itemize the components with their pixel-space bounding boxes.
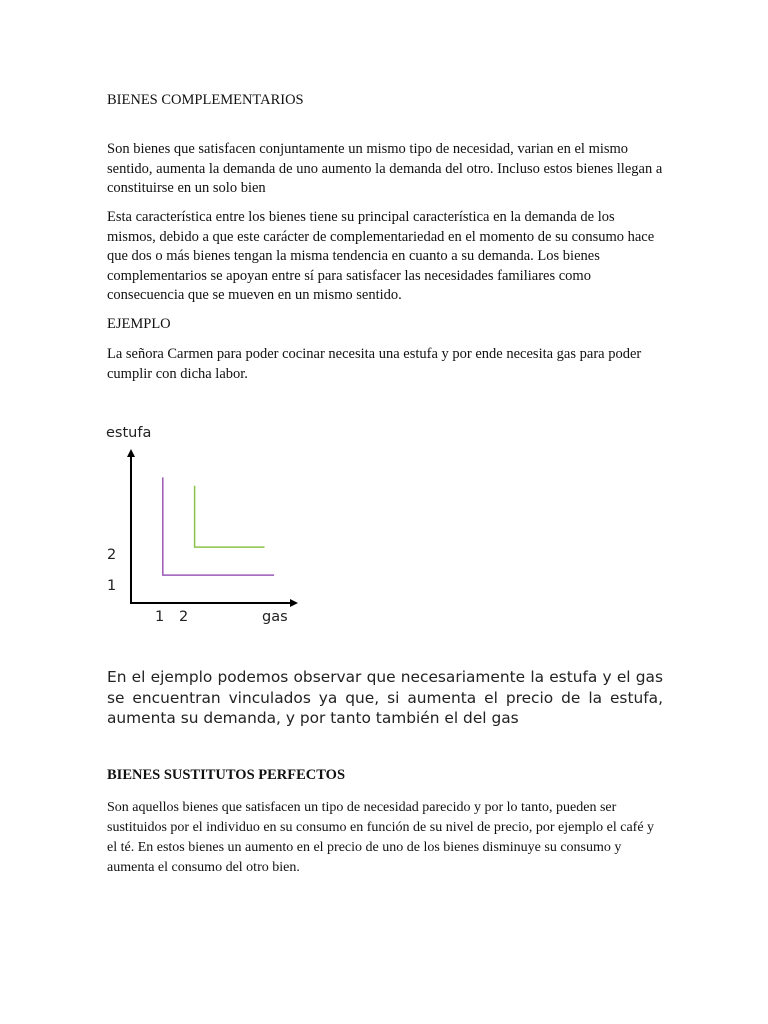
x-tick-label: 2	[179, 609, 189, 625]
y-tick-label: 1	[107, 578, 117, 594]
paragraph-conclusion: En el ejemplo podemos observar que necesariamente la estufa y el gas se encuentran vinculados ya que, si aumenta el precio de la estufa, aumenta su demanda, y por tanto también el del gas	[107, 668, 663, 727]
x-axis-label: gas	[262, 609, 288, 625]
y-tick-label: 2	[107, 547, 117, 563]
series-line-1	[163, 477, 274, 575]
heading-bienes-complementarios: BIENES COMPLEMENTARIOS	[107, 92, 304, 108]
heading-ejemplo: EJEMPLO	[107, 316, 171, 332]
series-line-2	[195, 486, 265, 547]
paragraph-sustitutos: Son aquellos bienes que satisfacen un tipo de necesidad parecido y por lo tanto, pueden ser sustituidos por el individuo en su consumo en función de su nivel de precio, por ejemplo el café y el té. En estos bienes un aumento en el precio de uno de los bienes disminuye su consumo y aumenta el consumo del otro bien.	[107, 800, 655, 875]
x-tick-label: 1	[155, 609, 165, 625]
paragraph-definicion: Son bienes que satisfacen conjuntamente un mismo tipo de necesidad, varian en el mismo sentido, aumenta la demanda de uno aumento la demanda del otro. Incluso estos bienes llegan a constituirse en un solo bien	[107, 141, 663, 196]
paragraph-ejemplo: La señora Carmen para poder cocinar necesita una estufa y por ende necesita gas para poder cumplir con dicha labor.	[107, 346, 642, 382]
heading-bienes-sustitutos: BIENES SUSTITUTOS PERFECTOS	[107, 767, 346, 783]
y-axis-label: estufa	[106, 425, 152, 441]
paragraph-caracteristica: Esta característica entre los bienes tiene su principal característica en la demanda de los mismos, debido a que este carácter de complementariedad en el momento de su consumo hace que dos o más bienes tengan la misma tendencia en cuanto a su demanda. Los bienes complementarios se apoyan entre sí para satisfacer las necesidades familiares como consecuencia que se mueven en un mismo sentido.	[107, 209, 655, 303]
